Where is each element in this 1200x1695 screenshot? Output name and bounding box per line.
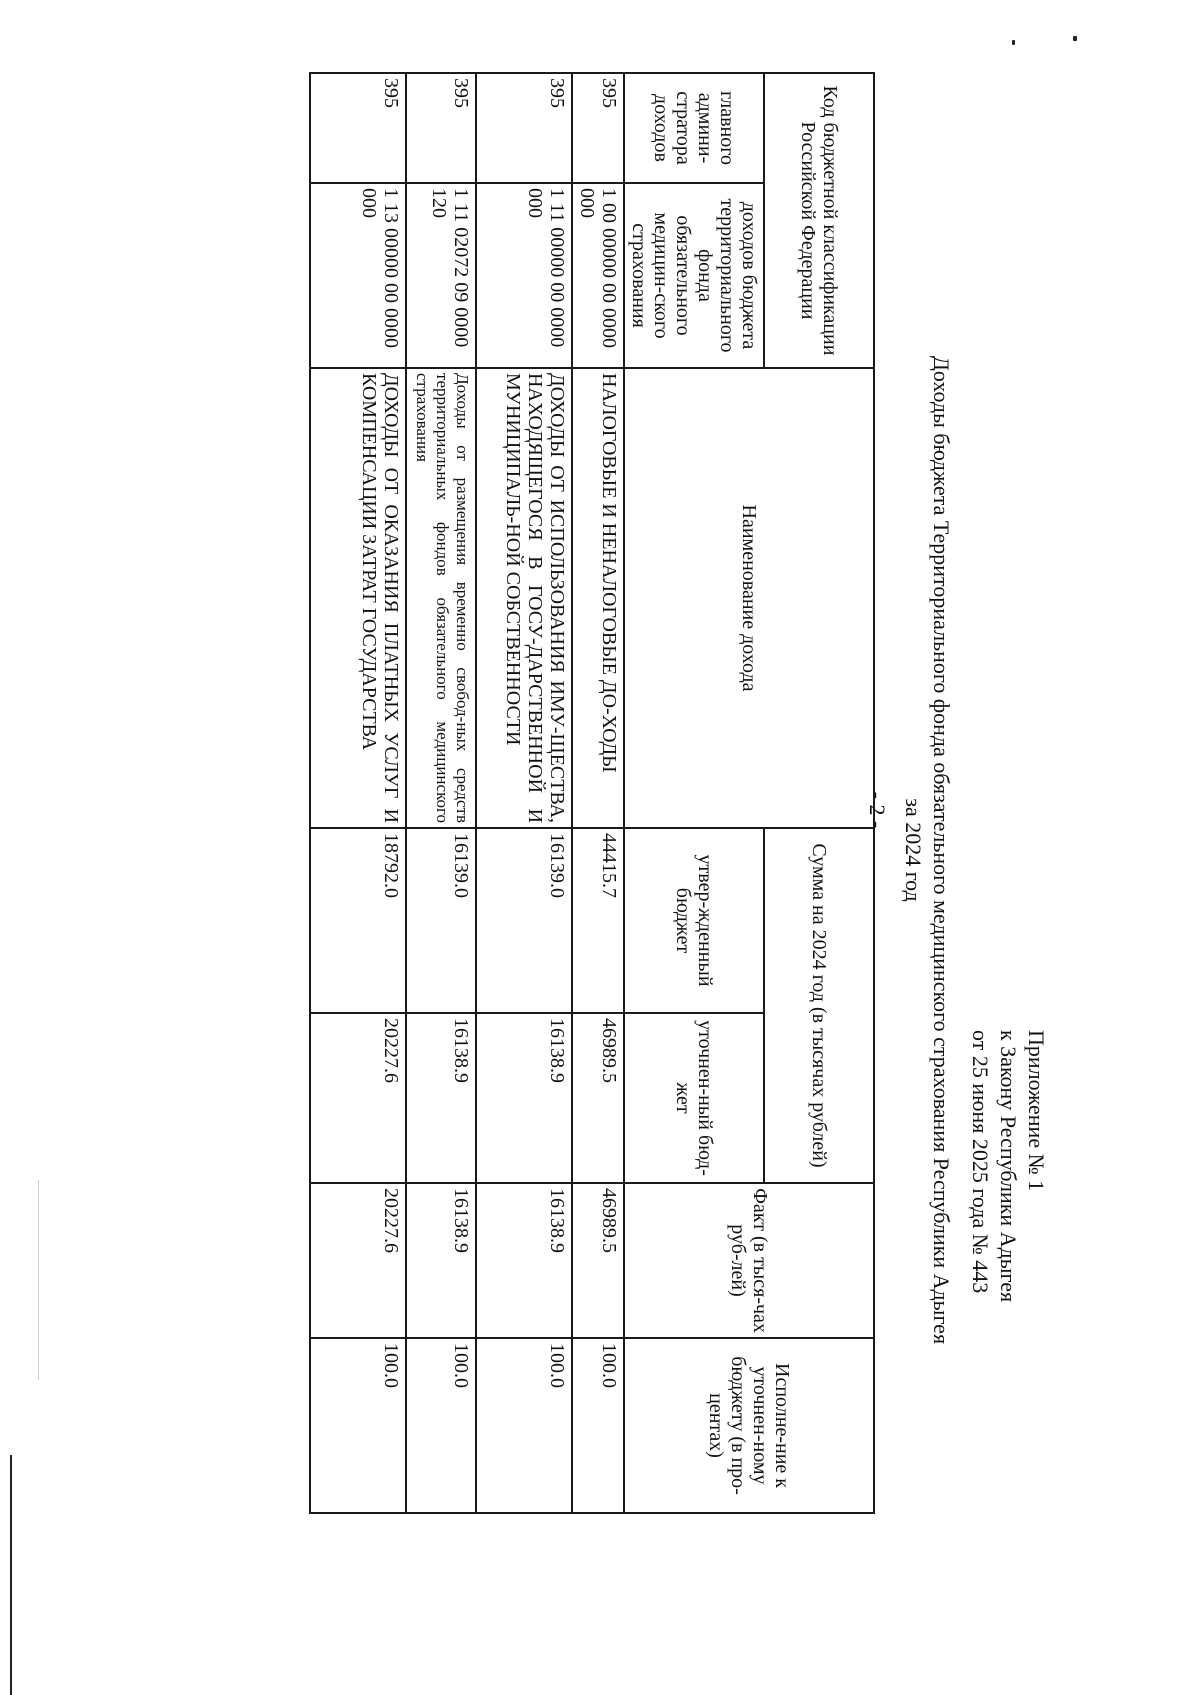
execution-value: 100.0 bbox=[476, 1338, 572, 1513]
table-row bbox=[310, 73, 406, 1513]
title-line-2: за 2024 год bbox=[901, 798, 926, 902]
admin-code: 395 bbox=[572, 73, 624, 183]
admin-code: 395 bbox=[310, 73, 406, 183]
fact-value: 46989.5 bbox=[572, 1183, 624, 1338]
execution-value: 100.0 bbox=[572, 1338, 624, 1513]
header-code-group: Код бюджетной классификации Российской Федерации bbox=[764, 73, 874, 368]
appendix-line-2: к Закону Республики Адыгея bbox=[996, 1030, 1021, 1303]
income-name: Доходы от размещения временно свобод-ных средств территориальных фондов обязательного медицинского страхования bbox=[406, 368, 476, 828]
admin-code: 395 bbox=[406, 73, 476, 183]
page-number: - 2 - bbox=[865, 791, 890, 829]
income-code: 1 11 00000 00 0000 000 bbox=[476, 183, 572, 368]
approved-value: 16139.0 bbox=[476, 828, 572, 1013]
income-name: ДОХОДЫ ОТ ОКАЗАНИЯ ПЛАТНЫХ УСЛУГ И КОМПЕНСАЦИИ ЗАТРАТ ГОСУДАРСТВА bbox=[310, 368, 406, 828]
approved-value: 18792.0 bbox=[310, 828, 406, 1013]
table-row bbox=[406, 73, 476, 1513]
appendix-block bbox=[966, 1030, 1050, 1390]
income-code: 1 11 02072 09 0000 120 bbox=[406, 183, 476, 368]
approved-value: 16139.0 bbox=[406, 828, 476, 1013]
header-income-name: Наименование дохода bbox=[624, 368, 874, 828]
income-table bbox=[309, 72, 875, 1514]
execution-value: 100.0 bbox=[406, 1338, 476, 1513]
header-admin-code: главного админи-стратора доходов bbox=[624, 73, 764, 183]
fact-value: 20227.6 bbox=[310, 1183, 406, 1338]
title-line-1: Доходы бюджета Территориального фонда обязательного медицинского страхования Республики Адыгея bbox=[929, 355, 954, 1345]
revised-value: 16138.9 bbox=[476, 1013, 572, 1183]
header-approved: утвер-жденный бюджет bbox=[624, 828, 764, 1013]
header-sum-group: Сумма на 2024 год (в тысячах рублей) bbox=[764, 828, 874, 1183]
header-execution: Исполне-ние к уточнен-ному бюджету (в про-центах) bbox=[624, 1338, 874, 1513]
income-code: 1 00 00000 00 0000 000 bbox=[572, 183, 624, 368]
header-revised: уточнен-ный бюд-жет bbox=[624, 1013, 764, 1183]
revised-value: 46989.5 bbox=[572, 1013, 624, 1183]
fact-value: 16138.9 bbox=[406, 1183, 476, 1338]
execution-value: 100.0 bbox=[310, 1338, 406, 1513]
table-row bbox=[476, 73, 572, 1513]
revised-value: 16138.9 bbox=[406, 1013, 476, 1183]
income-name: НАЛОГОВЫЕ И НЕНАЛОГОВЫЕ ДО-ХОДЫ bbox=[572, 368, 624, 828]
fact-value: 16138.9 bbox=[476, 1183, 572, 1338]
income-name: ДОХОДЫ ОТ ИСПОЛЬЗОВАНИЯ ИМУ-ЩЕСТВА, НАХОДЯЩЕГОСЯ В ГОСУ-ДАРСТВЕННОЙ И МУНИЦИПАЛЬ-НОЙ СОБСТВЕННОСТИ bbox=[476, 368, 572, 828]
appendix-line-3: от 25 июня 2025 года № 443 bbox=[968, 1030, 993, 1294]
income-code: 1 13 00000 00 0000 000 bbox=[310, 183, 406, 368]
document-title bbox=[899, 190, 955, 1510]
header-fact: Факт (в тыся-чах руб-лей) bbox=[624, 1183, 874, 1338]
appendix-line-1: Приложение № 1 bbox=[1024, 1030, 1049, 1192]
header-income-code: доходов бюджета территориального фонда обязательного медицин-ского страхования bbox=[624, 183, 764, 368]
table-row bbox=[572, 73, 624, 1513]
approved-value: 44415.7 bbox=[572, 828, 624, 1013]
admin-code: 395 bbox=[476, 73, 572, 183]
revised-value: 20227.6 bbox=[310, 1013, 406, 1183]
